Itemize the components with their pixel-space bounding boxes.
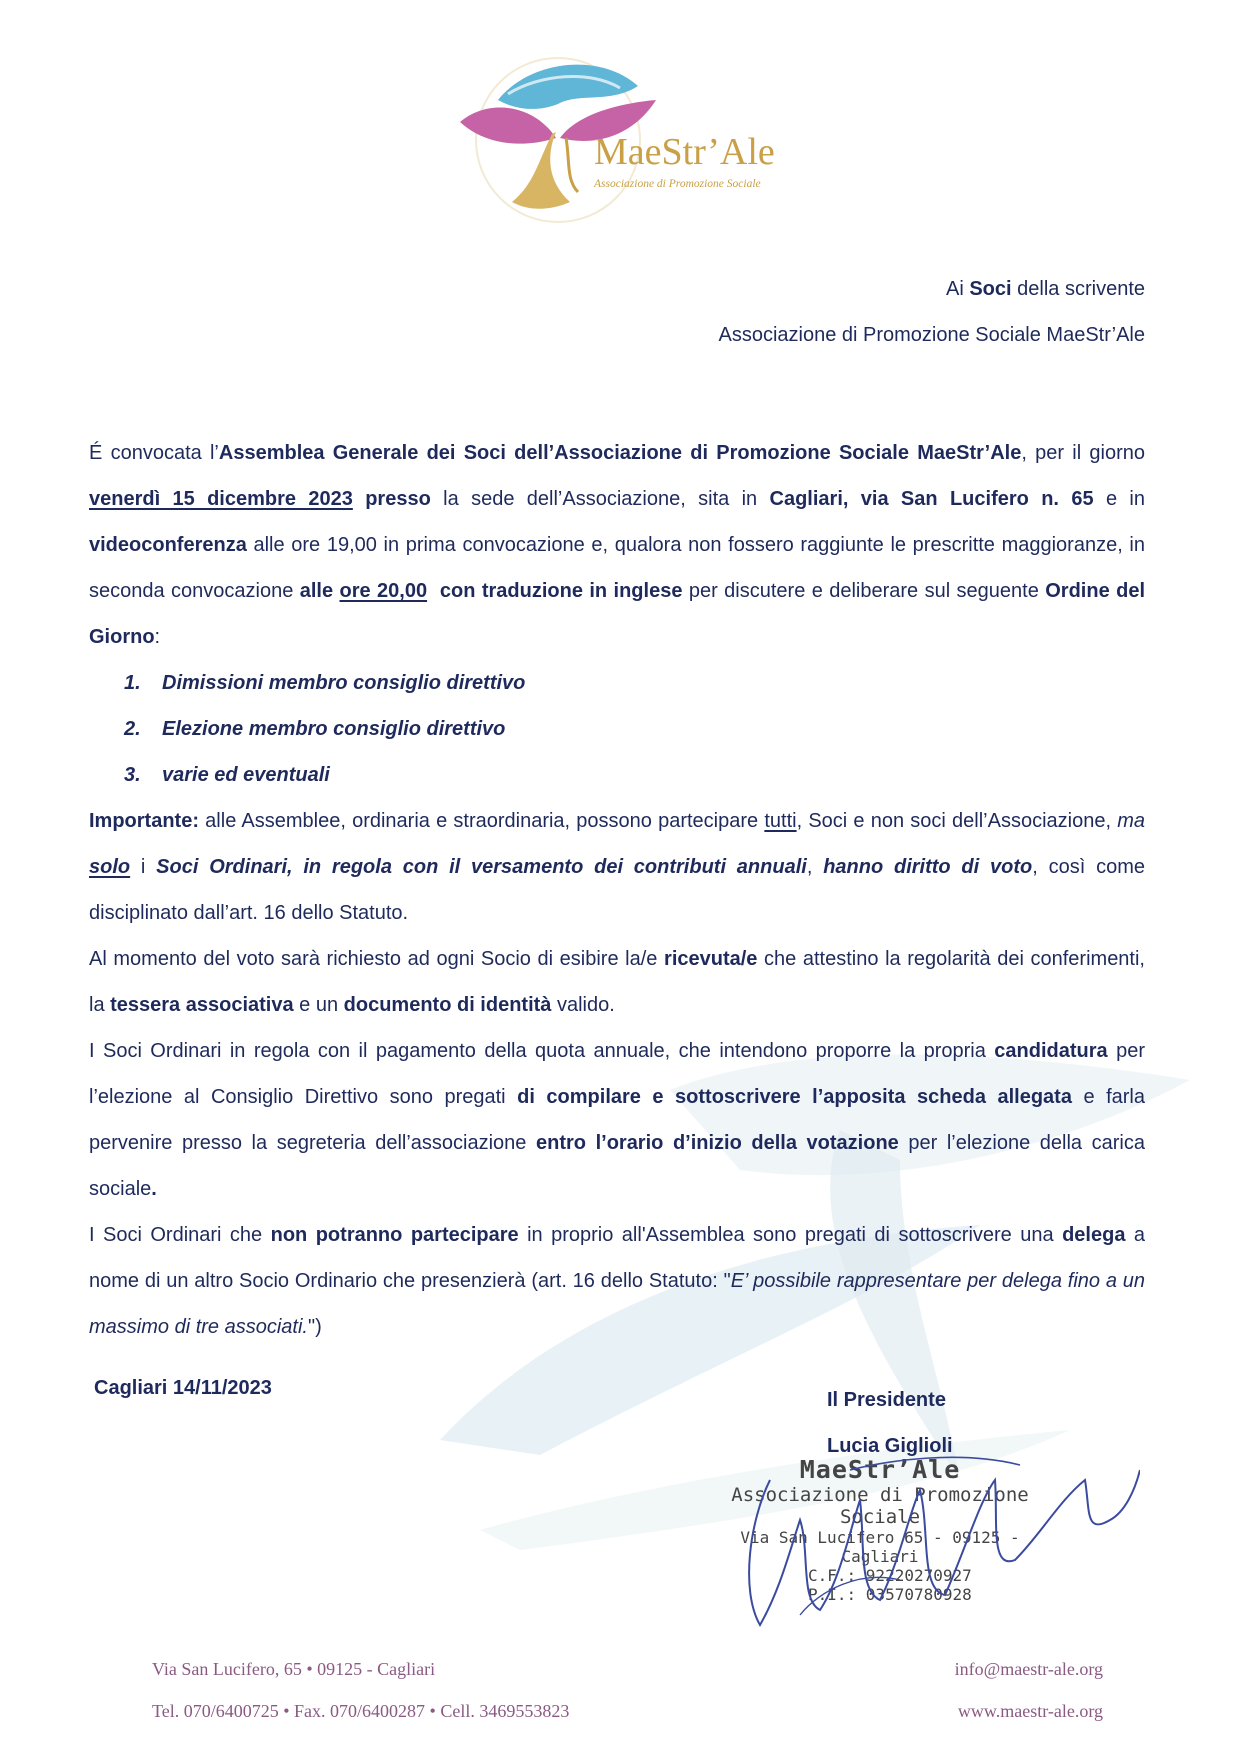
signatory-name: Lucia Giglioli (827, 1435, 953, 1457)
logo-subtitle: Associazione di Promozione Sociale (594, 178, 761, 190)
proxy-paragraph: I Soci Ordinari che non potranno partecipare in proprio all'Assemblea sono pregati di sottoscrivere una delega a nome di un altro Socio Ordinario che presenzierà (art. 16 dello Statuto: "E’ possibile rappresentare per delega fino a un massimo di tre associati.") (89, 1224, 1146, 1338)
signatory-role: Il Presidente (827, 1389, 946, 1411)
agenda-item: 2. Elezione membro consiglio direttivo (124, 718, 506, 740)
stamp-tax-code: C.F.: 92220270927 (808, 1566, 972, 1585)
letter-date: Cagliari 14/11/2023 (94, 1377, 272, 1399)
stamp-subtitle: Associazione di Promozione Sociale (731, 1484, 1029, 1528)
vote-paragraph: Al momento del voto sarà richiesto ad ogni Socio di esibire la/e ricevuta/e che attestino la regolarità dei conferimenti, la tessera associativa e un documento di identità valido. (89, 948, 1145, 1016)
footer-phones: Tel. 070/6400725 • Fax. 070/6400287 • Cell. 3469553823 (152, 1701, 570, 1721)
candidacy-paragraph: I Soci Ordinari in regola con il pagamento della quota annuale, che intendono proporre la propria candidatura per l’elezione al Consiglio Direttivo sono pregati di compilare e sottoscrivere l’apposita scheda allegata e farla pervenire presso la segreteria dell’associazione entro l’orario d’inizio della votazione per l’elezione della carica sociale. (89, 1040, 1145, 1200)
agenda-list (89, 660, 1145, 798)
logo-wordmark: MaeStr’Ale (594, 131, 775, 173)
agenda-item: 1. Dimissioni membro consiglio direttivo (124, 672, 526, 694)
letter-body (89, 430, 1145, 1350)
agenda-item: 3. varie ed eventuali (124, 764, 330, 786)
footer-address: Via San Lucifero, 65 • 09125 - Cagliari (152, 1659, 436, 1679)
footer-contacts (152, 1648, 569, 1732)
association-logo (460, 52, 780, 227)
footer-email[interactable]: info@maestr-ale.org (954, 1659, 1103, 1679)
recipient-block (718, 266, 1145, 358)
recipient-line-1: Ai Soci della scrivente (946, 278, 1145, 300)
convocation-paragraph: É convocata l’Assemblea Generale dei Soci dell’Associazione di Promozione Sociale MaeStr’Ale, per il giorno venerdì 15 dicembre 2023 presso la sede dell’Associazione, sita in Cagliari, via San Lucifero n. 65 e in videoconferenza alle ore 19,00 in prima convocazione e, qualora non fossero raggiunte le prescritte maggioranze, in seconda convocazione alle ore 20,00 con traduzione in inglese per discutere e deliberare sul seguente Ordine del Giorno: (89, 442, 1145, 648)
footer-online (955, 1648, 1103, 1732)
stamp-name: MaeStr’Ale (799, 1455, 961, 1484)
footer-website[interactable]: www.maestr-ale.org (957, 1701, 1103, 1721)
important-paragraph: Importante: alle Assemblee, ordinaria e straordinaria, possono partecipare tutti, Soci e non soci dell’Associazione, ma solo i Soci Ordinari, in regola con il versamento dei contributi annuali, hanno diritto di voto, così come disciplinato dall’art. 16 dello Statuto. (89, 810, 1145, 924)
handwritten-signature (740, 1440, 1140, 1640)
recipient-line-2: Associazione di Promozione Sociale MaeStr’Ale (718, 324, 1145, 346)
stamp-address: Via San Lucifero 65 - 09125 - Cagliari (740, 1528, 1020, 1566)
stamp-vat-number: P.I.: 03570780928 (808, 1585, 972, 1604)
